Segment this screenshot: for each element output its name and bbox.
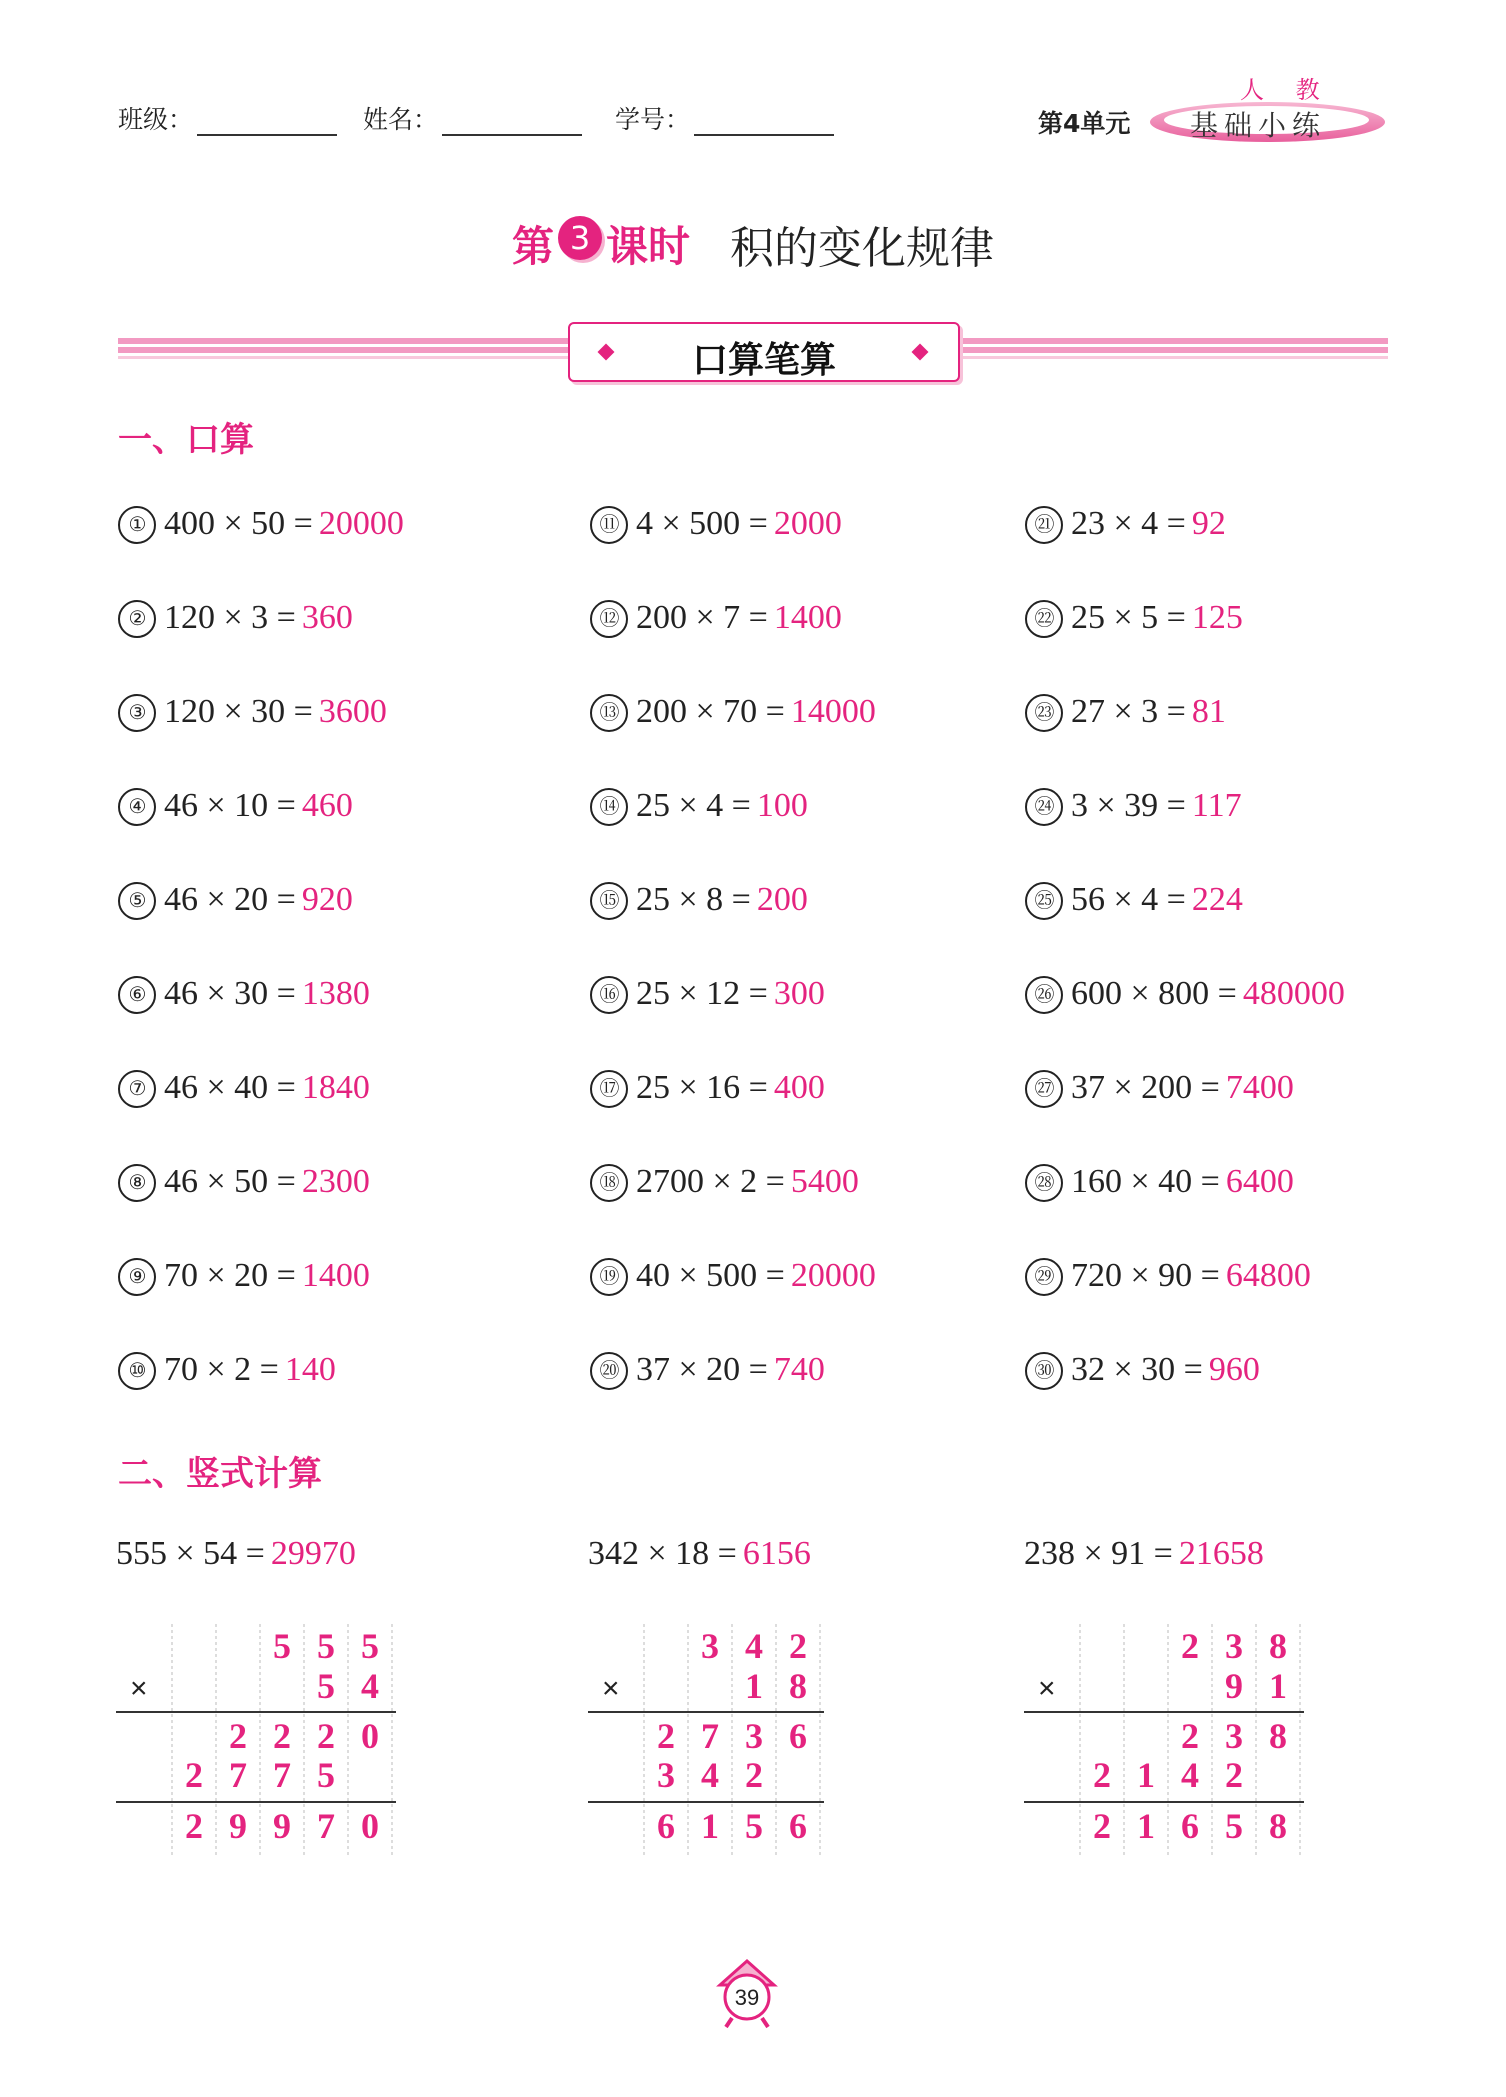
question-expression: 70 × 20 = bbox=[164, 1257, 296, 1294]
page-number-badge bbox=[712, 1955, 792, 2035]
digit: 2 bbox=[1181, 1626, 1199, 1666]
question-answer: 5400 bbox=[790, 1163, 859, 1200]
question-expression: 600 × 800 = bbox=[1071, 975, 1237, 1012]
question-expression: 3 × 39 = bbox=[1071, 787, 1186, 824]
digit: 8 bbox=[1269, 1626, 1287, 1666]
name-label: 姓名： bbox=[363, 105, 439, 134]
oral-question bbox=[1025, 693, 1226, 732]
oral-question bbox=[1025, 1069, 1294, 1108]
question-answer: 920 bbox=[301, 881, 353, 918]
question-answer: 6400 bbox=[1225, 1163, 1294, 1200]
question-expression: 25 × 12 = bbox=[636, 975, 768, 1012]
oral-question bbox=[1025, 787, 1242, 826]
oral-question bbox=[1025, 881, 1243, 920]
digit: 7 bbox=[273, 1755, 291, 1795]
question-answer: 100 bbox=[756, 787, 808, 824]
question-number: ③ bbox=[118, 694, 156, 732]
question-answer: 224 bbox=[1191, 881, 1243, 918]
question-answer: 2300 bbox=[301, 1163, 370, 1200]
question-answer: 20000 bbox=[790, 1257, 876, 1294]
class-input-line[interactable] bbox=[197, 108, 337, 136]
oral-question bbox=[118, 881, 353, 920]
question-number: ⑰ bbox=[590, 1070, 628, 1108]
lesson-title bbox=[0, 212, 1506, 276]
question-expression: 56 × 4 = bbox=[1071, 881, 1186, 918]
digit: 1 bbox=[1269, 1666, 1287, 1706]
digit: 0 bbox=[361, 1806, 379, 1846]
question-answer: 400 bbox=[773, 1069, 825, 1106]
digit: 4 bbox=[745, 1626, 763, 1666]
question-expression: 23 × 4 = bbox=[1071, 505, 1186, 542]
digit: 2 bbox=[745, 1755, 763, 1795]
question-number: ① bbox=[118, 506, 156, 544]
lesson-prefix: 第 bbox=[511, 222, 554, 271]
page-number: 39 bbox=[734, 1985, 760, 2010]
question-answer: 1840 bbox=[301, 1069, 370, 1106]
question-number: ㉙ bbox=[1025, 1258, 1063, 1296]
unit-label: 第4单元 bbox=[1038, 109, 1131, 138]
question-number: ⑲ bbox=[590, 1258, 628, 1296]
question-number: ㉘ bbox=[1025, 1164, 1063, 1202]
student-id-input-line[interactable] bbox=[694, 108, 834, 136]
question-answer: 64800 bbox=[1225, 1257, 1311, 1294]
question-answer: 92 bbox=[1191, 505, 1226, 542]
oral-question bbox=[590, 787, 808, 826]
question-expression: 37 × 200 = bbox=[1071, 1069, 1220, 1106]
oral-question bbox=[1025, 975, 1345, 1014]
oral-question bbox=[1025, 599, 1243, 638]
vertical-answer: 6156 bbox=[742, 1535, 811, 1572]
oral-question bbox=[590, 1351, 825, 1390]
oral-question bbox=[118, 505, 404, 544]
question-number: ⑩ bbox=[118, 1352, 156, 1390]
question-expression: 70 × 2 = bbox=[164, 1351, 279, 1388]
question-expression: 46 × 30 = bbox=[164, 975, 296, 1012]
question-expression: 200 × 70 = bbox=[636, 693, 785, 730]
digit: 4 bbox=[701, 1755, 719, 1795]
brand-logo bbox=[1150, 70, 1390, 150]
oral-question bbox=[1025, 1163, 1294, 1202]
oral-question bbox=[590, 1257, 876, 1296]
digit: 5 bbox=[273, 1626, 291, 1666]
vertical-question bbox=[588, 1535, 811, 1573]
question-number: ⑳ bbox=[590, 1352, 628, 1390]
vertical-question bbox=[1024, 1535, 1264, 1573]
oral-question bbox=[118, 787, 353, 826]
oral-question bbox=[1025, 1257, 1311, 1296]
question-answer: 140 bbox=[284, 1351, 336, 1388]
oral-question bbox=[590, 1163, 859, 1202]
question-number: ⑮ bbox=[590, 882, 628, 920]
digit: 2 bbox=[273, 1716, 291, 1756]
question-expression: 40 × 500 = bbox=[636, 1257, 785, 1294]
digit: 3 bbox=[745, 1716, 763, 1756]
question-number: ㉓ bbox=[1025, 694, 1063, 732]
multiply-sign: × bbox=[1038, 1672, 1056, 1705]
question-number: ㉒ bbox=[1025, 600, 1063, 638]
digit: 6 bbox=[1181, 1806, 1199, 1846]
question-answer: 360 bbox=[301, 599, 353, 636]
question-number: ㉔ bbox=[1025, 788, 1063, 826]
question-number: ⑭ bbox=[590, 788, 628, 826]
digit: 2 bbox=[317, 1716, 335, 1756]
question-number: ⑧ bbox=[118, 1164, 156, 1202]
question-expression: 25 × 8 = bbox=[636, 881, 751, 918]
vertical-working bbox=[588, 1620, 830, 1860]
oral-question bbox=[118, 1163, 370, 1202]
student-id-label: 学号： bbox=[615, 105, 691, 134]
oral-question bbox=[590, 505, 842, 544]
digit: 0 bbox=[361, 1716, 379, 1756]
question-expression: 120 × 30 = bbox=[164, 693, 313, 730]
digit: 5 bbox=[317, 1626, 335, 1666]
digit: 6 bbox=[789, 1716, 807, 1756]
question-number: ⑯ bbox=[590, 976, 628, 1014]
digit: 5 bbox=[317, 1666, 335, 1706]
digit: 6 bbox=[789, 1806, 807, 1846]
lesson-topic: 积的变化规律 bbox=[730, 223, 995, 274]
class-label: 班级： bbox=[118, 105, 194, 134]
brand-series-label: 人 教 bbox=[1240, 76, 1332, 104]
vertical-answer: 29970 bbox=[270, 1535, 356, 1572]
question-expression: 25 × 5 = bbox=[1071, 599, 1186, 636]
question-expression: 46 × 50 = bbox=[164, 1163, 296, 1200]
question-answer: 81 bbox=[1191, 693, 1226, 730]
question-answer: 460 bbox=[301, 787, 353, 824]
question-answer: 2000 bbox=[773, 505, 842, 542]
digit: 2 bbox=[657, 1716, 675, 1756]
question-expression: 720 × 90 = bbox=[1071, 1257, 1220, 1294]
multiply-sign: × bbox=[130, 1672, 148, 1705]
digit: 3 bbox=[1225, 1626, 1243, 1666]
question-answer: 125 bbox=[1191, 599, 1243, 636]
question-expression: 27 × 3 = bbox=[1071, 693, 1186, 730]
digit: 1 bbox=[701, 1806, 719, 1846]
question-expression: 46 × 40 = bbox=[164, 1069, 296, 1106]
question-expression: 32 × 30 = bbox=[1071, 1351, 1203, 1388]
vertical-question bbox=[116, 1535, 356, 1573]
digit: 5 bbox=[361, 1626, 379, 1666]
name-input-line[interactable] bbox=[442, 108, 582, 136]
question-answer: 1380 bbox=[301, 975, 370, 1012]
question-expression: 37 × 20 = bbox=[636, 1351, 768, 1388]
question-expression: 46 × 20 = bbox=[164, 881, 296, 918]
question-expression: 200 × 7 = bbox=[636, 599, 768, 636]
question-answer: 960 bbox=[1208, 1351, 1260, 1388]
digit: 1 bbox=[745, 1666, 763, 1706]
oral-question bbox=[118, 693, 387, 732]
digit: 4 bbox=[1181, 1755, 1199, 1795]
question-number: ㉚ bbox=[1025, 1352, 1063, 1390]
oral-question bbox=[118, 599, 353, 638]
digit: 5 bbox=[1225, 1806, 1243, 1846]
digit: 5 bbox=[745, 1806, 763, 1846]
digit: 8 bbox=[789, 1666, 807, 1706]
question-expression: 46 × 10 = bbox=[164, 787, 296, 824]
question-answer: 480000 bbox=[1242, 975, 1345, 1012]
question-number: ② bbox=[118, 600, 156, 638]
vertical-expression: 342 × 18 = bbox=[588, 1535, 737, 1572]
digit: 2 bbox=[1093, 1806, 1111, 1846]
brand-name: 基础小练 bbox=[1190, 109, 1327, 142]
digit: 2 bbox=[1093, 1755, 1111, 1795]
digit: 7 bbox=[317, 1806, 335, 1846]
question-number: ㉖ bbox=[1025, 976, 1063, 1014]
vertical-working bbox=[1024, 1620, 1310, 1860]
digit: 2 bbox=[229, 1716, 247, 1756]
oral-question bbox=[590, 599, 842, 638]
question-number: ④ bbox=[118, 788, 156, 826]
vertical-expression: 555 × 54 = bbox=[116, 1535, 265, 1572]
question-answer: 300 bbox=[773, 975, 825, 1012]
digit: 1 bbox=[1137, 1755, 1155, 1795]
oral-question bbox=[1025, 505, 1226, 544]
section-banner bbox=[568, 322, 960, 382]
question-number: ㉑ bbox=[1025, 506, 1063, 544]
digit: 2 bbox=[185, 1806, 203, 1846]
vertical-expression: 238 × 91 = bbox=[1024, 1535, 1173, 1572]
question-expression: 2700 × 2 = bbox=[636, 1163, 785, 1200]
digit: 2 bbox=[185, 1755, 203, 1795]
question-answer: 1400 bbox=[773, 599, 842, 636]
digit: 2 bbox=[1225, 1755, 1243, 1795]
section-vertical-heading: 二、竖式计算 bbox=[118, 1454, 322, 1494]
question-number: ⑬ bbox=[590, 694, 628, 732]
digit: 2 bbox=[1181, 1716, 1199, 1756]
digit: 6 bbox=[657, 1806, 675, 1846]
question-expression: 4 × 500 = bbox=[636, 505, 768, 542]
digit: 3 bbox=[657, 1755, 675, 1795]
oral-question bbox=[1025, 1351, 1260, 1390]
name-field bbox=[363, 100, 582, 136]
digit: 3 bbox=[1225, 1716, 1243, 1756]
oral-question bbox=[118, 1351, 336, 1390]
digit: 2 bbox=[789, 1626, 807, 1666]
question-number: ⑨ bbox=[118, 1258, 156, 1296]
question-answer: 3600 bbox=[318, 693, 387, 730]
oral-question bbox=[590, 881, 808, 920]
oral-question bbox=[118, 1069, 370, 1108]
question-expression: 25 × 16 = bbox=[636, 1069, 768, 1106]
question-expression: 400 × 50 = bbox=[164, 505, 313, 542]
question-answer: 740 bbox=[773, 1351, 825, 1388]
digit: 7 bbox=[701, 1716, 719, 1756]
digit: 5 bbox=[317, 1755, 335, 1795]
question-expression: 120 × 3 = bbox=[164, 599, 296, 636]
question-number: ⑦ bbox=[118, 1070, 156, 1108]
multiply-sign: × bbox=[602, 1672, 620, 1705]
digit: 7 bbox=[229, 1755, 247, 1795]
digit: 1 bbox=[1137, 1806, 1155, 1846]
question-number: ⑤ bbox=[118, 882, 156, 920]
question-number: ⑥ bbox=[118, 976, 156, 1014]
question-number: ⑪ bbox=[590, 506, 628, 544]
section-oral-heading: 一、口算 bbox=[118, 420, 254, 460]
oral-question bbox=[590, 975, 825, 1014]
lesson-suffix: 课时 bbox=[606, 222, 691, 271]
digit: 8 bbox=[1269, 1716, 1287, 1756]
banner-title: 口算笔算 bbox=[691, 340, 836, 381]
digit: 9 bbox=[1225, 1666, 1243, 1706]
question-answer: 1400 bbox=[301, 1257, 370, 1294]
question-number: ㉗ bbox=[1025, 1070, 1063, 1108]
question-number: ⑱ bbox=[590, 1164, 628, 1202]
oral-question bbox=[118, 975, 370, 1014]
question-expression: 160 × 40 = bbox=[1071, 1163, 1220, 1200]
digit: 9 bbox=[273, 1806, 291, 1846]
question-number: ⑫ bbox=[590, 600, 628, 638]
question-number: ㉕ bbox=[1025, 882, 1063, 920]
digit: 3 bbox=[701, 1626, 719, 1666]
question-answer: 20000 bbox=[318, 505, 404, 542]
oral-question bbox=[590, 1069, 825, 1108]
vertical-working bbox=[116, 1620, 402, 1860]
question-expression: 25 × 4 = bbox=[636, 787, 751, 824]
question-answer: 117 bbox=[1191, 787, 1242, 824]
vertical-answer: 21658 bbox=[1178, 1535, 1264, 1572]
student-id-field bbox=[615, 100, 834, 136]
digit: 4 bbox=[361, 1666, 379, 1706]
lesson-number-badge: 3 bbox=[558, 216, 602, 260]
oral-question bbox=[118, 1257, 370, 1296]
digit: 8 bbox=[1269, 1806, 1287, 1846]
question-answer: 7400 bbox=[1225, 1069, 1294, 1106]
question-answer: 14000 bbox=[790, 693, 876, 730]
question-answer: 200 bbox=[756, 881, 808, 918]
class-field bbox=[118, 100, 337, 136]
oral-question bbox=[590, 693, 876, 732]
digit: 9 bbox=[229, 1806, 247, 1846]
